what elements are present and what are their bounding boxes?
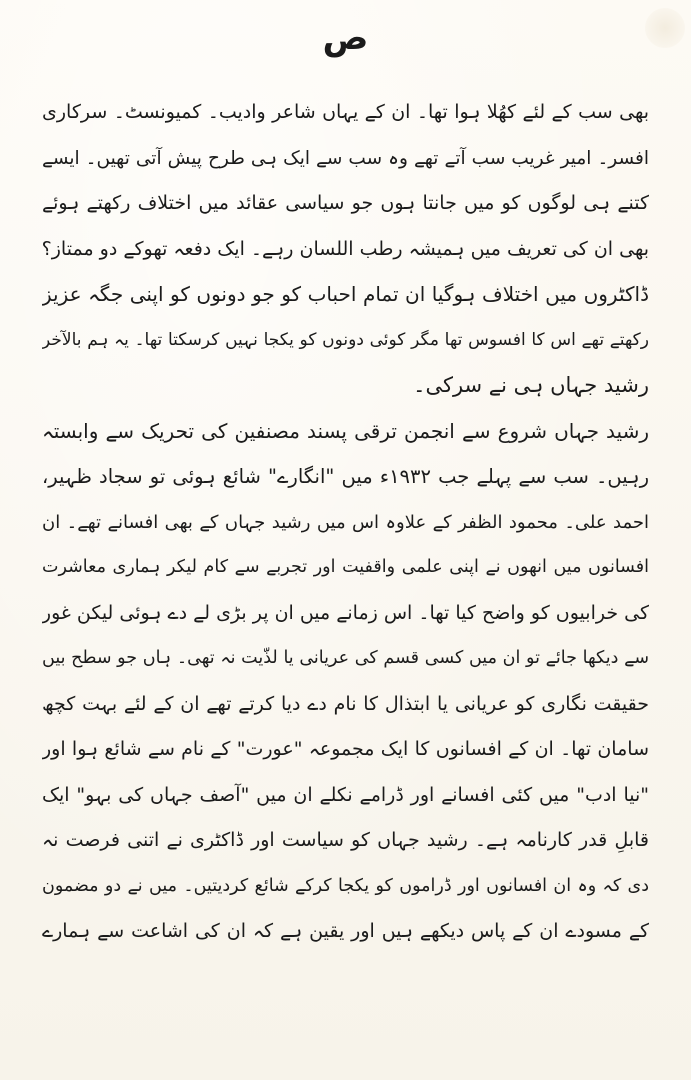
text-line: سامان تھا۔ ان کے افسانوں کا ایک مجموعہ "عورت" کے نام سے شائع ہوا اور [42,738,649,760]
text-line: "نیا ادب" میں کئی افسانے اور ڈرامے نکلے ان میں "آصف جہاں کی بہو" ایک [42,783,649,806]
text-line: کے مسودے ان کے پاس دیکھے ہیں اور یقین ہے کہ ان کی اشاعت سے ہمارے [42,920,649,942]
text-line: احمد علی۔ محمود الظفر کے علاوہ اس میں رشید جہاں کے بھی افسانے تھے۔ ان [42,511,649,533]
body-text [42,90,649,955]
text-line: ڈاکٹروں میں اختلاف ہوگیا ان تمام احباب کو جو دونوں کو اپنی جگہ عزیز [42,282,649,306]
text-line: دی کہ وہ ان افسانوں اور ڈراموں کو یکجا کرکے شائع کردیتیں۔ میں نے دو مضمون [42,875,649,896]
text-line: قابلِ قدر کارنامہ ہے۔ رشید جہاں کو سیاست اور ڈاکٹری نے اتنی فرصت نہ [42,829,649,851]
text-line: رشید جہاں ہی نے سرکی۔ [413,373,649,397]
text-line: رشید جہاں شروع سے انجمن ترقی پسند مصنفین کی تحریک سے وابستہ [42,418,649,443]
text-line: بھی سب کے لئے کھُلا ہوا تھا۔ ان کے یہاں شاعر وادیب۔ کمیونسٹ۔ سرکاری [42,101,649,123]
text-line: افسر۔ امیر غریب سب آتے تھے وہ سب سے ایک ہی طرح پیش آتی تھیں۔ ایسے [42,147,649,169]
paragraph-2 [42,409,649,955]
text-line: رہیں۔ سب سے پہلے جب ۱۹۳۲ء میں "انگارے" شائع ہوئی تو سجاد ظہیر، [42,465,649,488]
text-line: حقیقت نگاری کو عریانی یا ابتذال کا نام دے دیا کرتے تھے ان کے لئے بہت کچھ [42,692,649,715]
text-line: افسانوں میں انھوں نے اپنی علمی واقفیت اور تجربے سے کام لیکر ہماری معاشرت [42,557,649,577]
text-line: سے دیکھا جائے تو ان میں کسی قسم کی عریانی یا لذّیت نہ تھی۔ ہاں جو سطح بیں [42,648,649,668]
text-line: بھی ان کی تعریف میں ہمیشہ رطب اللسان رہے۔ ایک دفعہ تھوکے دو ممتاز؟ [42,237,649,260]
text-line: کی خرابیوں کو واضح کیا تھا۔ اس زمانے میں ان پر بڑی لے دے ہوئی لیکن غور [42,601,649,624]
page-number: ص [322,18,369,58]
paragraph-1 [42,90,649,409]
text-line: رکھتے تھے اس کا افسوس تھا مگر کوئی دونوں کو یکجا نہیں کرسکتا تھا۔ یہ ہم بالآخر [42,329,649,350]
text-line: کتنے ہی لوگوں کو میں جانتا ہوں جو سیاسی عقائد میں اختلاف رکھتے ہوئے [42,192,649,214]
